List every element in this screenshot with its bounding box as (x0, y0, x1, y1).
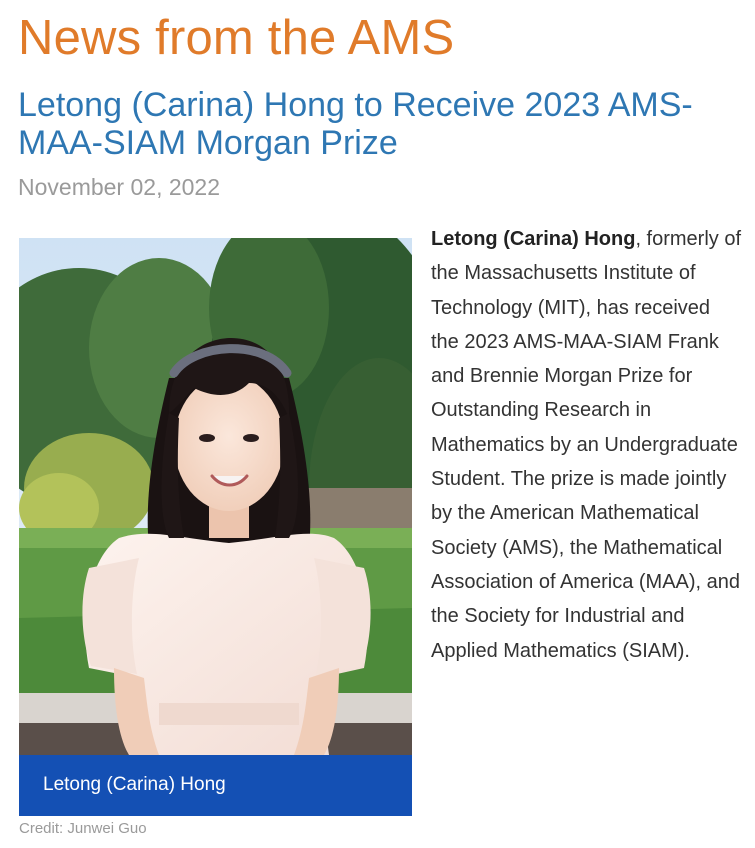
article-headline[interactable]: Letong (Carina) Hong to Receive 2023 AMS-MAA-SIAM Morgan Prize (18, 86, 693, 162)
article-body (431, 222, 741, 668)
article-date: November 02, 2022 (18, 174, 221, 200)
article-photo-figure (19, 238, 412, 816)
photo-caption: Letong (Carina) Hong (43, 774, 226, 795)
section-title: News from the AMS (18, 11, 455, 65)
article-body-text: , formerly of the Massachusetts Institute of Technology (MIT), has received the 2023 AMS-MAA-SIAM Frank and Brennie Morgan Prize for Outstanding Research in Mathematics by an Undergraduate Student. The prize is made jointly by the American Mathematical Society (AMS), the Mathematical Association of America (MAA), and the Society for Industrial and Applied Mathematics (SIAM). (431, 228, 742, 662)
photo-caption-bar (19, 755, 412, 816)
photo-credit: Credit: Junwei Guo (19, 820, 147, 837)
subject-name: Letong (Carina) Hong (431, 228, 636, 250)
portrait-photo (19, 238, 412, 755)
